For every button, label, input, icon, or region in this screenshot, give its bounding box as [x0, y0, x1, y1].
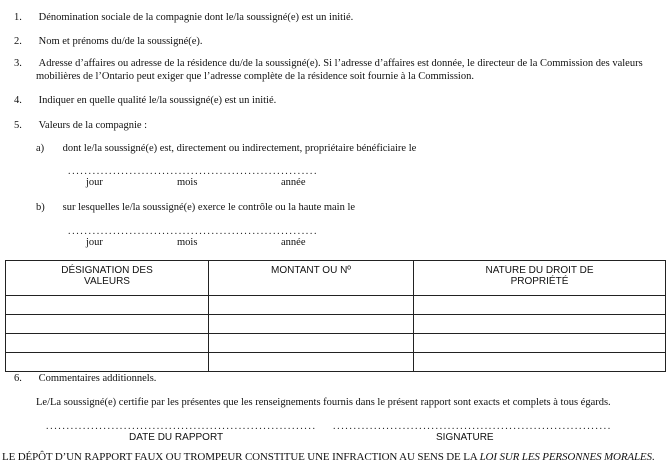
- item-3: [14, 58, 643, 69]
- table-row: [6, 353, 666, 372]
- day-label-a: jour: [86, 177, 103, 188]
- year-label-a: année: [281, 177, 306, 188]
- item-number: 1.: [14, 12, 22, 23]
- item-1: [14, 12, 353, 23]
- item-text: Valeurs de la compagnie :: [38, 120, 148, 131]
- header-nature: [414, 261, 666, 296]
- item-text: Dénomination sociale de la compagnie dont le/la soussigné(e) est un initié.: [38, 12, 354, 23]
- item-5: [14, 120, 147, 131]
- table-cell[interactable]: [209, 315, 414, 334]
- subitem-letter: b): [36, 202, 45, 213]
- date-report-field[interactable]: ..................................................................: [46, 421, 317, 432]
- day-label-b: jour: [86, 237, 103, 248]
- item-number: 4.: [14, 95, 22, 106]
- header-line2: VALEURS: [84, 276, 130, 287]
- table-cell[interactable]: [414, 353, 666, 372]
- subitem-letter: a): [36, 143, 45, 154]
- item-4: [14, 95, 276, 106]
- item-text: Commentaires additionnels.: [38, 373, 157, 384]
- table-cell[interactable]: [414, 296, 666, 315]
- table-cell[interactable]: [6, 334, 209, 353]
- warning-prefix: LE DÉPÔT D’UN RAPPORT FAUX OU TROMPEUR CONSTITUE UNE INFRACTION AU SENS DE LA: [2, 451, 480, 463]
- subitem-b: [36, 202, 355, 213]
- year-label-b: année: [281, 237, 306, 248]
- certification-text: Le/La soussigné(e) certifie par les présentes que les renseignements fournis dans le présent rapport sont exacts et complets à tous égards.: [36, 397, 611, 408]
- securities-table: [5, 260, 666, 372]
- table-cell[interactable]: [6, 353, 209, 372]
- header-line1: NATURE DU DROIT DE: [485, 265, 594, 276]
- item-number: 5.: [14, 120, 22, 131]
- date-field-a[interactable]: .............................................................: [68, 166, 319, 177]
- table-header-row: [6, 261, 666, 296]
- warning-notice: [2, 451, 654, 463]
- item-number: 6.: [14, 373, 22, 384]
- table-row: [6, 334, 666, 353]
- header-line1: DÉSIGNATION DES: [61, 265, 153, 276]
- header-designation: [6, 261, 209, 296]
- table-cell[interactable]: [414, 315, 666, 334]
- signature-field[interactable]: ....................................................................: [333, 421, 612, 432]
- subitem-text: sur lesquelles le/la soussigné(e) exerce le contrôle ou la haute main le: [62, 202, 356, 213]
- warning-suffix: .: [651, 451, 655, 463]
- table-row: [6, 315, 666, 334]
- subitem-text: dont le/la soussigné(e) est, directement ou indirectement, propriétaire bénéficiaire le: [62, 143, 417, 154]
- signature-label: SIGNATURE: [436, 432, 494, 443]
- subitem-a: [36, 143, 416, 154]
- table-cell[interactable]: [209, 296, 414, 315]
- item-number: 3.: [14, 58, 22, 69]
- item-text-line1: Adresse d’affaires ou adresse de la résidence du/de la soussigné(e). Si l’adresse d’affaires est donnée, le directeur de la Commission des valeurs: [38, 58, 643, 69]
- item-6: [14, 373, 156, 384]
- item-3-continued: [36, 71, 474, 82]
- month-label-a: mois: [177, 177, 198, 188]
- table-cell[interactable]: [209, 353, 414, 372]
- header-line2: PROPRIÉTÉ: [510, 276, 569, 287]
- date-report-label: DATE DU RAPPORT: [129, 432, 224, 443]
- table-cell[interactable]: [6, 296, 209, 315]
- warning-law-name: LOI SUR LES PERSONNES MORALES: [479, 451, 652, 463]
- item-text: Nom et prénoms du/de la soussigné(e).: [38, 36, 203, 47]
- table-cell[interactable]: [414, 334, 666, 353]
- date-field-b[interactable]: .............................................................: [68, 226, 319, 237]
- item-number: 2.: [14, 36, 22, 47]
- header-amount: [209, 261, 414, 296]
- table-row: [6, 296, 666, 315]
- item-text: Indiquer en quelle qualité le/la soussigné(e) est un initié.: [38, 95, 277, 106]
- table-cell[interactable]: [6, 315, 209, 334]
- item-2: [14, 36, 203, 47]
- month-label-b: mois: [177, 237, 198, 248]
- item-text-line2: mobilières de l’Ontario peut exiger que l’adresse complète de la résidence soit fournie à la Commission.: [36, 71, 474, 82]
- table-cell[interactable]: [209, 334, 414, 353]
- header-line1: MONTANT OU Nº: [271, 265, 351, 276]
